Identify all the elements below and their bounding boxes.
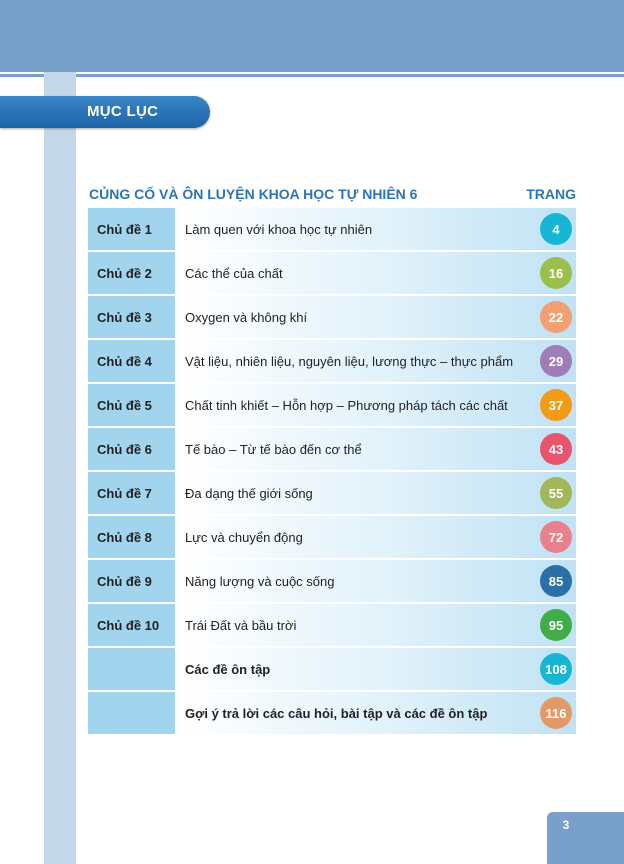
page-number-tab — [547, 812, 624, 864]
page-number-badge: 29 — [540, 345, 572, 377]
toc-row[interactable] — [88, 296, 576, 338]
toc-title-cell — [177, 472, 576, 514]
toc-title: Vật liệu, nhiên liệu, nguyên liệu, lương thực – thực phẩm — [185, 353, 514, 369]
page-number-badge: 108 — [540, 653, 572, 685]
toc-title: Trái Đất và bầu trời — [185, 617, 297, 633]
table-of-contents — [88, 208, 576, 736]
toc-row[interactable] — [88, 428, 576, 470]
toc-title: Lực và chuyển động — [185, 529, 303, 545]
toc-topic-label: Chủ đề 10 — [88, 604, 175, 646]
toc-row[interactable] — [88, 252, 576, 294]
toc-topic-label: Chủ đề 1 — [88, 208, 175, 250]
page-number-badge: 72 — [540, 521, 572, 553]
toc-title: Oxygen và không khí — [185, 309, 308, 325]
toc-topic-label: Chủ đề 9 — [88, 560, 175, 602]
page-number: 3 — [562, 818, 570, 832]
toc-row[interactable] — [88, 472, 576, 514]
toc-row[interactable] — [88, 384, 576, 426]
toc-topic-label: Chủ đề 7 — [88, 472, 175, 514]
header-rule — [0, 74, 624, 77]
page-number-badge: 43 — [540, 433, 572, 465]
section-title: MỤC LỤC — [87, 103, 159, 120]
toc-title: Các thể của chất — [185, 265, 283, 281]
page-number-badge: 16 — [540, 257, 572, 289]
page-number-badge: 22 — [540, 301, 572, 333]
toc-topic-label: Chủ đề 3 — [88, 296, 175, 338]
toc-title-cell — [177, 384, 576, 426]
toc-title-cell — [177, 692, 576, 734]
toc-title-cell — [177, 560, 576, 602]
toc-title: Tế bào – Từ tế bào đến cơ thể — [185, 441, 362, 457]
header-band — [0, 0, 624, 72]
page-column-label: TRANG — [526, 186, 576, 202]
toc-topic-label: Chủ đề 5 — [88, 384, 175, 426]
toc-row[interactable] — [88, 604, 576, 646]
toc-row[interactable] — [88, 692, 576, 734]
toc-title: Gợi ý trả lời các câu hỏi, bài tập và các đề ôn tập — [185, 705, 488, 721]
toc-title: Làm quen với khoa học tự nhiên — [185, 221, 373, 237]
toc-title: Đa dạng thế giới sống — [185, 485, 313, 501]
section-tab — [0, 96, 210, 128]
toc-topic-label: Chủ đề 8 — [88, 516, 175, 558]
side-stripe — [44, 72, 76, 864]
toc-title-cell — [177, 428, 576, 470]
toc-title-cell — [177, 296, 576, 338]
page-number-badge: 95 — [540, 609, 572, 641]
page-number-badge: 116 — [540, 697, 572, 729]
toc-title: Các đề ôn tập — [185, 661, 271, 677]
toc-row[interactable] — [88, 516, 576, 558]
toc-topic-label: Chủ đề 4 — [88, 340, 175, 382]
page-number-badge: 37 — [540, 389, 572, 421]
toc-title-cell — [177, 252, 576, 294]
toc-title-cell — [177, 516, 576, 558]
toc-title-cell — [177, 208, 576, 250]
toc-title-cell — [177, 604, 576, 646]
toc-title: Chất tinh khiết – Hỗn hợp – Phương pháp tách các chất — [185, 397, 508, 413]
page-number-badge: 55 — [540, 477, 572, 509]
toc-row[interactable] — [88, 648, 576, 690]
toc-row[interactable] — [88, 340, 576, 382]
toc-heading: CỦNG CỐ VÀ ÔN LUYỆN KHOA HỌC TỰ NHIÊN 6 — [89, 186, 418, 202]
page-number-badge: 85 — [540, 565, 572, 597]
toc-title: Năng lượng và cuộc sống — [185, 573, 335, 589]
toc-row[interactable] — [88, 560, 576, 602]
page-number-badge: 4 — [540, 213, 572, 245]
toc-topic-label: Chủ đề 6 — [88, 428, 175, 470]
toc-topic-label — [88, 692, 175, 734]
toc-title-cell — [177, 648, 576, 690]
toc-title-cell — [177, 340, 576, 382]
toc-topic-label — [88, 648, 175, 690]
toc-row[interactable] — [88, 208, 576, 250]
toc-topic-label: Chủ đề 2 — [88, 252, 175, 294]
